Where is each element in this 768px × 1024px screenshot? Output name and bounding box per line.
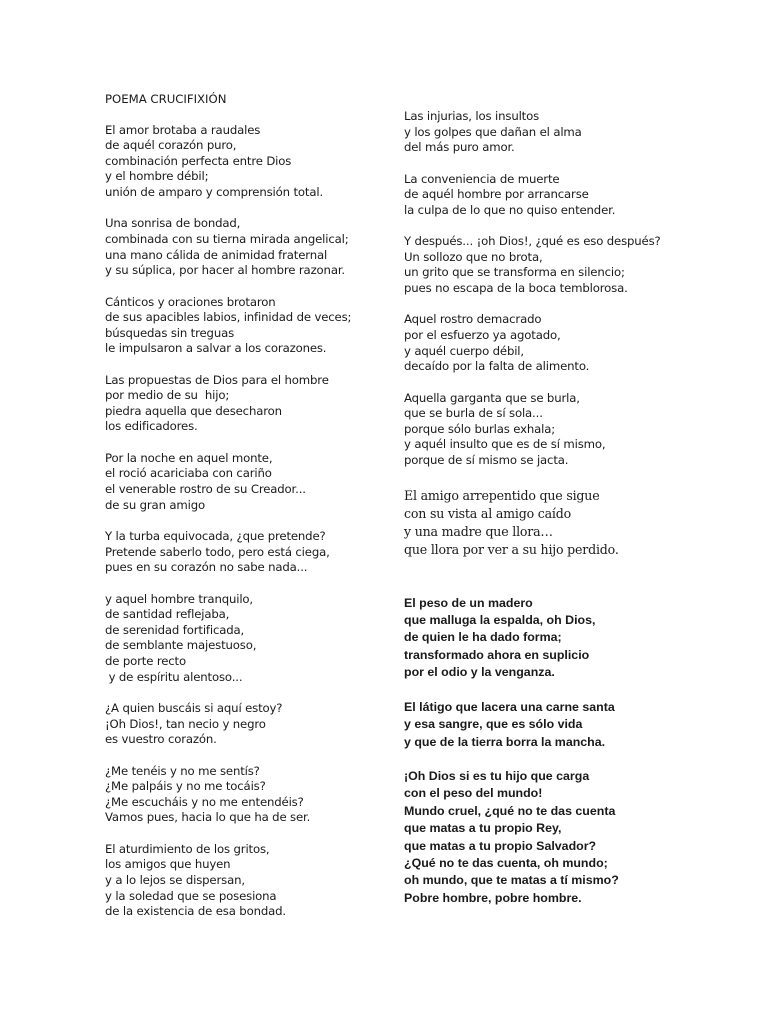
verse-line: del más puro amor.	[404, 140, 515, 155]
verse-line: Una sonrisa de bondad,	[105, 216, 241, 231]
verse-line: ¡Oh Dios!, tan necio y negro	[105, 716, 266, 731]
verse-line: El amigo arrepentido que sigue	[404, 488, 600, 504]
stanza	[404, 595, 704, 682]
stanza	[404, 234, 704, 296]
verse-line: de quien le ha dado forma;	[404, 630, 562, 645]
stanza	[105, 701, 390, 748]
stanza	[105, 842, 390, 920]
verse-line: El aturdimiento de los gritos,	[105, 841, 270, 856]
stanza	[404, 312, 704, 374]
stanza	[404, 699, 704, 751]
verse-line: Por la noche en aquel monte,	[105, 450, 273, 465]
verse-line: Vamos pues, hacia lo que ha de ser.	[105, 810, 311, 825]
verse-line: combinación perfecta entre Dios	[105, 153, 292, 168]
verse-line: que llora por ver a su hijo perdido.	[404, 541, 619, 557]
verse-line: y que de la tierra borra la mancha.	[404, 734, 606, 749]
stanza	[105, 451, 390, 513]
verse-line: con el peso del mundo!	[404, 786, 543, 801]
verse-line: ¿Me tenéis y no me sentís?	[105, 763, 260, 778]
stanza	[404, 391, 704, 469]
verse-line: de su gran amigo	[105, 497, 206, 512]
verse-line: Las injurias, los insultos	[404, 109, 540, 123]
verse-line: de la existencia de esa bondad.	[105, 904, 286, 919]
verse-line: piedra aquella que desecharon	[105, 403, 282, 418]
verse-line: porque sólo burlas exhala;	[404, 421, 556, 436]
verse-line: la culpa de lo que no quiso entender.	[404, 202, 616, 217]
verse-line: una mano cálida de animidad fraternal	[105, 247, 328, 262]
verse-line: Y la turba equivocada, ¿que pretende?	[105, 529, 326, 544]
verse-line: Pobre hombre, pobre hombre.	[404, 890, 582, 905]
verse-line: porque de sí mismo se jacta.	[404, 452, 569, 467]
verse-line: El peso de un madero	[404, 595, 533, 610]
verse-line: y el hombre débil;	[105, 169, 209, 184]
verse-line: decaído por la falta de alimento.	[404, 359, 590, 374]
verse-line: Las propuestas de Dios para el hombre	[105, 372, 329, 387]
verse-line: combinada con su tierna mirada angelical;	[105, 231, 349, 246]
verse-line: Un sollozo que no brota,	[404, 249, 543, 264]
verse-line: oh mundo, que te matas a tí mismo?	[404, 873, 619, 888]
verse-line: Pretende saberlo todo, pero está ciega,	[105, 544, 330, 559]
verse-line: de semblante majestuoso,	[105, 638, 257, 653]
stanza	[105, 373, 390, 435]
verse-line: es vuestro corazón.	[105, 732, 217, 747]
verse-line: le impulsaron a salvar a los corazones.	[105, 341, 327, 356]
verse-line: y a lo lejos se dispersan,	[105, 872, 245, 887]
verse-line: y esa sangre, que es sólo vida	[404, 717, 583, 732]
stanza	[404, 768, 704, 907]
left-column	[105, 92, 390, 936]
verse-line: los edificadores.	[105, 419, 198, 434]
verse-line: Aquel rostro demacrado	[404, 312, 542, 327]
verse-line: pues no escapa de la boca temblorosa.	[404, 280, 628, 295]
verse-line: ¿Qué no te das cuenta, oh mundo;	[404, 855, 608, 870]
verse-line: unión de amparo y comprensión total.	[105, 184, 324, 199]
verse-line: búsquedas sin treguas	[105, 325, 235, 340]
stanza	[105, 295, 390, 357]
right-stanzas	[404, 109, 704, 907]
verse-line: Y después... ¡oh Dios!, ¿qué es eso después?	[404, 234, 661, 249]
stanza	[105, 529, 390, 576]
verse-line: por el odio y la venganza.	[404, 665, 555, 680]
verse-line: El látigo que lacera una carne santa	[404, 699, 615, 714]
verse-line: un grito que se transforma en silencio;	[404, 265, 625, 280]
stanza	[404, 109, 704, 156]
stanza	[404, 172, 704, 219]
verse-line: y aquel hombre tranquilo,	[105, 591, 253, 606]
verse-line: los amigos que huyen	[105, 857, 231, 872]
verse-line: y los golpes que dañan el alma	[404, 124, 582, 139]
verse-line: por medio de su hijo;	[105, 388, 230, 403]
right-column	[404, 109, 704, 907]
verse-line: y aquél cuerpo débil,	[404, 343, 524, 358]
verse-line: Mundo cruel, ¿qué no te das cuenta	[404, 803, 616, 818]
verse-line: que se burla de sí sola...	[404, 406, 543, 421]
verse-line: Aquella garganta que se burla,	[404, 390, 580, 405]
left-stanzas	[105, 123, 390, 920]
verse-line: de aquél hombre por arrancarse	[404, 187, 589, 202]
verse-line: y su súplica, por hacer al hombre razonar.	[105, 263, 345, 278]
verse-line: con su vista al amigo caído	[404, 506, 572, 522]
verse-line: y la soledad que se posesiona	[105, 888, 277, 903]
verse-line: de sus apacibles labios, infinidad de veces;	[105, 310, 352, 325]
verse-line: que matas a tu propio Salvador?	[404, 838, 597, 853]
verse-line: el roció acariciaba con cariño	[105, 466, 272, 481]
verse-line: por el esfuerzo ya agotado,	[404, 327, 561, 342]
verse-line: de santidad reflejaba,	[105, 607, 230, 622]
verse-line: ¿Me escucháis y no me entendéis?	[105, 794, 304, 809]
verse-line: ¿A quien buscáis si aquí estoy?	[105, 700, 283, 715]
verse-line: transformado ahora en suplicio	[404, 647, 590, 662]
stanza	[105, 123, 390, 201]
verse-line: el venerable rostro de su Creador...	[105, 482, 306, 497]
verse-line: que matas a tu propio Rey,	[404, 821, 562, 836]
verse-line: La conveniencia de muerte	[404, 171, 560, 186]
stanza	[105, 592, 390, 686]
verse-line: Cánticos y oraciones brotaron	[105, 294, 276, 309]
verse-line: de serenidad fortificada,	[105, 622, 245, 637]
verse-line: y aquél insulto que es de sí mismo,	[404, 437, 606, 452]
verse-line: ¡Oh Dios si es tu hijo que carga	[404, 768, 590, 783]
stanza	[105, 764, 390, 826]
verse-line: de porte recto	[105, 654, 186, 668]
verse-line: de aquél corazón puro,	[105, 138, 237, 153]
verse-line: y de espíritu alentoso...	[105, 669, 243, 684]
verse-line: pues en su corazón no sabe nada...	[105, 560, 308, 575]
verse-line: y una madre que llora…	[404, 524, 553, 540]
poem-title: POEMA CRUCIFIXIÓN	[105, 92, 227, 106]
stanza	[105, 216, 390, 278]
verse-line: que malluga la espalda, oh Dios,	[404, 613, 596, 628]
stanza	[404, 487, 704, 558]
verse-line: El amor brotaba a raudales	[105, 122, 261, 137]
verse-line: ¿Me palpáis y no me tocáis?	[105, 779, 266, 794]
